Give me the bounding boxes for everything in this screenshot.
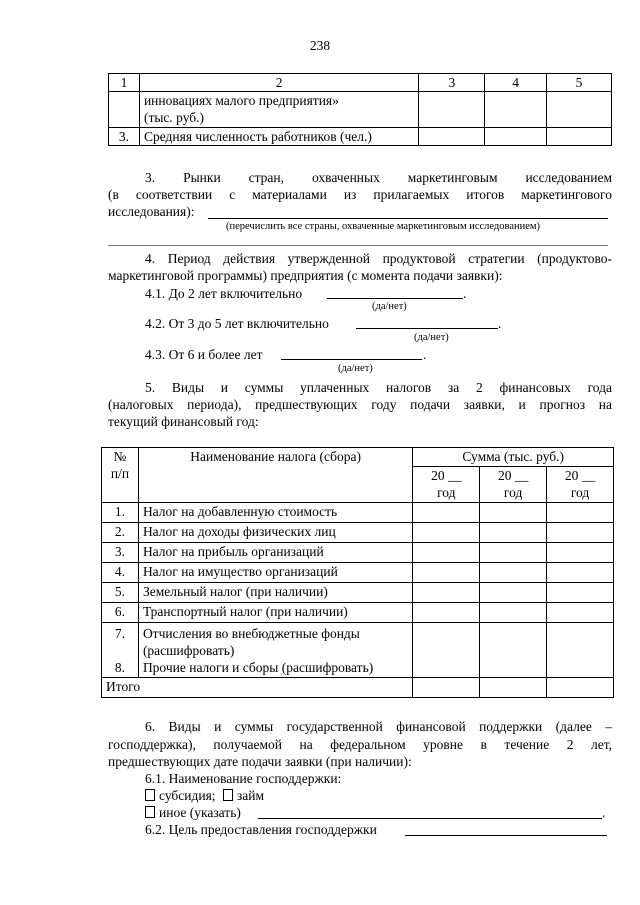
- dot: .: [423, 347, 427, 362]
- section5-line3: текущий финансовый год:: [108, 414, 259, 429]
- row-number: [109, 92, 140, 128]
- tax-name: Налог на доходы физических лиц: [138, 523, 412, 543]
- tax-name: Налог на имущество организаций: [138, 563, 412, 583]
- section3-line2: (в соответствии с материалами из прилагаемых итогов маркетингового: [108, 187, 612, 202]
- section6-line1: 6. Виды и суммы государственной финансовой поддержки (далее –: [145, 719, 612, 734]
- option-4-3: 4.3. От 6 и более лет: [145, 347, 263, 362]
- row-number: 3.: [109, 128, 140, 146]
- header-cell: 1: [109, 74, 140, 92]
- option-4-3-input[interactable]: [281, 359, 422, 360]
- value-cell[interactable]: [547, 503, 614, 523]
- total-label: Итого: [102, 678, 413, 698]
- other-input-line[interactable]: [258, 818, 602, 819]
- tax-name: Налог на прибыль организаций: [138, 543, 412, 563]
- table-row: [109, 92, 612, 128]
- value-cell[interactable]: [547, 92, 612, 128]
- dot: .: [463, 286, 467, 301]
- header-tax-name: Наименование налога (сбора): [138, 448, 412, 503]
- section4-line1: 4. Период действия утвержденной продуктовой стратегии (продуктово-: [145, 251, 612, 266]
- value-cell[interactable]: [419, 128, 485, 146]
- checkbox-loan[interactable]: [223, 789, 233, 801]
- value-cell[interactable]: [413, 583, 480, 603]
- header-num: № п/п: [102, 448, 139, 503]
- dot: .: [498, 316, 502, 331]
- option-4-2: 4.2. От 3 до 5 лет включительно: [145, 316, 329, 331]
- checkbox-other[interactable]: [145, 806, 155, 818]
- option-4-2-input[interactable]: [356, 328, 498, 329]
- row-number: 4.: [102, 563, 139, 583]
- value-cell[interactable]: [413, 603, 480, 623]
- value-cell[interactable]: [480, 583, 547, 603]
- header-cell: 2: [139, 74, 418, 92]
- tax-name: Земельный налог (при наличии): [138, 583, 412, 603]
- value-cell[interactable]: [547, 128, 612, 146]
- taxes-table: [101, 447, 614, 698]
- section5-line2: (налоговых периода), предшествующих году подачи заявки, и прогноз на: [108, 397, 612, 412]
- value-cell[interactable]: [547, 678, 614, 698]
- value-cell[interactable]: [547, 543, 614, 563]
- countries-input-line-2[interactable]: [108, 245, 608, 246]
- support-other: [145, 804, 241, 821]
- table-row: [102, 563, 614, 583]
- checkbox-subsidy[interactable]: [145, 789, 155, 801]
- year-header: 20 __ год: [413, 466, 480, 502]
- table-row: [102, 603, 614, 623]
- section3-line1: 3. Рынки стран, охваченных маркетинговым исследованием: [145, 170, 612, 185]
- row-number: 3.: [102, 543, 139, 563]
- value-cell[interactable]: [547, 563, 614, 583]
- value-cell[interactable]: [480, 523, 547, 543]
- table-row: [102, 543, 614, 563]
- value-cell[interactable]: [480, 623, 547, 678]
- row-number: 7. 8.: [102, 623, 139, 678]
- option-4-2-hint: (да/нет): [414, 332, 449, 343]
- row-number: 5.: [102, 583, 139, 603]
- section4-line2: маркетинговой программы) предприятия (с момента подачи заявки):: [108, 268, 503, 283]
- value-cell[interactable]: [419, 92, 485, 128]
- table-row: [102, 503, 614, 523]
- value-cell[interactable]: [413, 503, 480, 523]
- option-4-1: 4.1. До 2 лет включительно: [145, 286, 303, 301]
- option-4-1-hint: (да/нет): [372, 301, 407, 312]
- header-cell: 5: [547, 74, 612, 92]
- total-row: [102, 678, 614, 698]
- value-cell[interactable]: [480, 678, 547, 698]
- table-header-row: [109, 74, 612, 92]
- value-cell[interactable]: [480, 563, 547, 583]
- value-cell[interactable]: [480, 543, 547, 563]
- value-cell[interactable]: [413, 523, 480, 543]
- value-cell[interactable]: [485, 92, 547, 128]
- option-4-1-input[interactable]: [327, 298, 463, 299]
- section6-line2: господдержка), получаемой на федеральном уровне в течение 2 лет,: [108, 737, 612, 752]
- header-sum: Сумма (тыс. руб.): [413, 448, 614, 467]
- section5-line1: 5. Виды и суммы уплаченных налогов за 2 финансовых года: [145, 380, 612, 395]
- support-options: [145, 787, 264, 804]
- loan-label: займ: [236, 788, 264, 803]
- countries-input-line[interactable]: [208, 218, 608, 219]
- tax-name: Отчисления во внебюджетные фонды (расшифровать) Прочие налоги и сборы (расшифровать): [138, 623, 412, 678]
- table-row: [109, 128, 612, 146]
- taxes-header-row: [102, 448, 614, 467]
- value-cell[interactable]: [480, 603, 547, 623]
- page-number: 238: [309, 38, 331, 53]
- section3-line3: исследования):: [108, 204, 195, 219]
- year-header: 20 __ год: [480, 466, 547, 502]
- indicators-table: [108, 73, 612, 146]
- option-4-3-hint: (да/нет): [338, 363, 373, 374]
- tax-name: Налог на добавленную стоимость: [138, 503, 412, 523]
- header-cell: 3: [419, 74, 485, 92]
- value-cell[interactable]: [413, 623, 480, 678]
- section6-sub1: 6.1. Наименование господдержки:: [145, 771, 342, 786]
- value-cell[interactable]: [413, 563, 480, 583]
- subsidy-label: субсидия;: [159, 788, 216, 803]
- value-cell[interactable]: [480, 503, 547, 523]
- row-label: инновациях малого предприятия» (тыс. руб.): [139, 92, 418, 128]
- table-row: [102, 583, 614, 603]
- tax-name: Транспортный налог (при наличии): [138, 603, 412, 623]
- row-number: 6.: [102, 603, 139, 623]
- row-number: 2.: [102, 523, 139, 543]
- value-cell[interactable]: [413, 678, 480, 698]
- table-row: [102, 623, 614, 678]
- value-cell[interactable]: [413, 543, 480, 563]
- dot: .: [602, 805, 606, 820]
- value-cell[interactable]: [485, 128, 547, 146]
- value-cell[interactable]: [547, 603, 614, 623]
- section6-sub2: 6.2. Цель предоставления господдержки: [145, 822, 377, 837]
- table-row: [102, 523, 614, 543]
- value-cell[interactable]: [547, 623, 614, 678]
- value-cell[interactable]: [547, 583, 614, 603]
- row-label: Средняя численность работников (чел.): [139, 128, 418, 146]
- section3-hint: (перечислить все страны, охваченные маркетинговым исследованием): [226, 221, 541, 232]
- header-cell: 4: [485, 74, 547, 92]
- row-number: 1.: [102, 503, 139, 523]
- purpose-input-line[interactable]: [405, 835, 607, 836]
- section6-line3: предшествующих дате подачи заявки (при наличии):: [108, 754, 412, 769]
- value-cell[interactable]: [547, 523, 614, 543]
- year-header: 20 __ год: [547, 466, 614, 502]
- other-label: иное (указать): [159, 805, 241, 820]
